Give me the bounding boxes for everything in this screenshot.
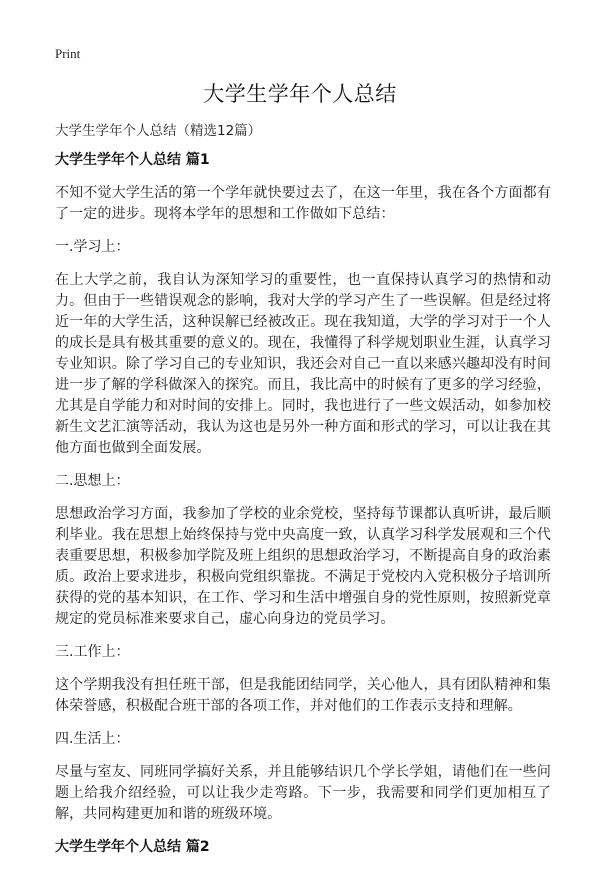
- section-body-thought: 思想政治学习方面，我参加了学校的业余党校，坚持每节课都认真听讲，最后顺利毕业。我在思想上始终保持与党中央高度一致，认真学习科学发展观和三个代表重要思想，积极参加学院及班上组织的思想政治学习，不断提高自身的政治素质。政治上要求进步，积极向党组织靠拢。不满足于党校内入党积极分子培训所获得的党的基本知识，在工作、学习和生活中增强自身的党性原则，按照新党章规定的党员标准来要求自己，虚心向身边的党员学习。: [55, 506, 551, 627]
- section-body-study: 在上大学之前，我自认为深知学习的重要性，也一直保持认真学习的热情和动力。但由于一些错误观念的影响，我对大学的学习产生了一些误解。但是经过将近一年的大学生活，这种误解已经被改正。现在我知道，大学的学习对于一个人的成长是具有极其重要的意义的。现在，我懂得了科学规划职业生涯，认真学习专业知识。除了学习自己的专业知识，我还会对自己一直以来感兴趣却没有时间进一步了解的学科做深入的探究。而且，我比高中的时候有了更多的学习经验，尤其是自学能力和对时间的安排上。同时，我也进行了一些文娱活动，如参加校新生文艺汇演等活动，我认为这也是另外一种方面和形式的学习，可以让我在其他方面也做到全面发展。: [55, 272, 551, 456]
- section-heading-study: 一.学习上：: [55, 239, 130, 255]
- section-body-work: 这个学期我没有担任班干部，但是我能团结同学，关心他人，具有团队精神和集体荣誉感，积极配合班干部的各项工作，并对他们的工作表示支持和理解。: [55, 677, 551, 714]
- article-intro: 不知不觉大学生活的第一个学年就快要过去了，在这一年里，我在各个方面都有了一定的进步。现将本学年的思想和工作做如下总结：: [55, 185, 551, 222]
- print-link[interactable]: Print: [55, 46, 81, 61]
- article-heading-2: 大学生学年个人总结 篇2: [55, 839, 210, 855]
- section-heading-work: 三.工作上：: [55, 644, 130, 660]
- section-heading-life: 四.生活上：: [55, 731, 130, 747]
- page-title: 大学生学年个人总结: [203, 82, 397, 106]
- document-subtitle: 大学生学年个人总结（精选12篇）: [55, 123, 262, 139]
- document-body: [55, 150, 551, 870]
- section-body-life: 尽量与室友、同班同学搞好关系，并且能够结识几个学长学姐，请他们在一些问题上给我介绍经验，可以让我少走弯路。下一步，我需要和同学们更加相互了解，共同构建更加和谐的班级环境。: [55, 764, 551, 822]
- article-heading-1: 大学生学年个人总结 篇1: [55, 152, 210, 168]
- section-heading-thought: 二.思想上：: [55, 473, 130, 489]
